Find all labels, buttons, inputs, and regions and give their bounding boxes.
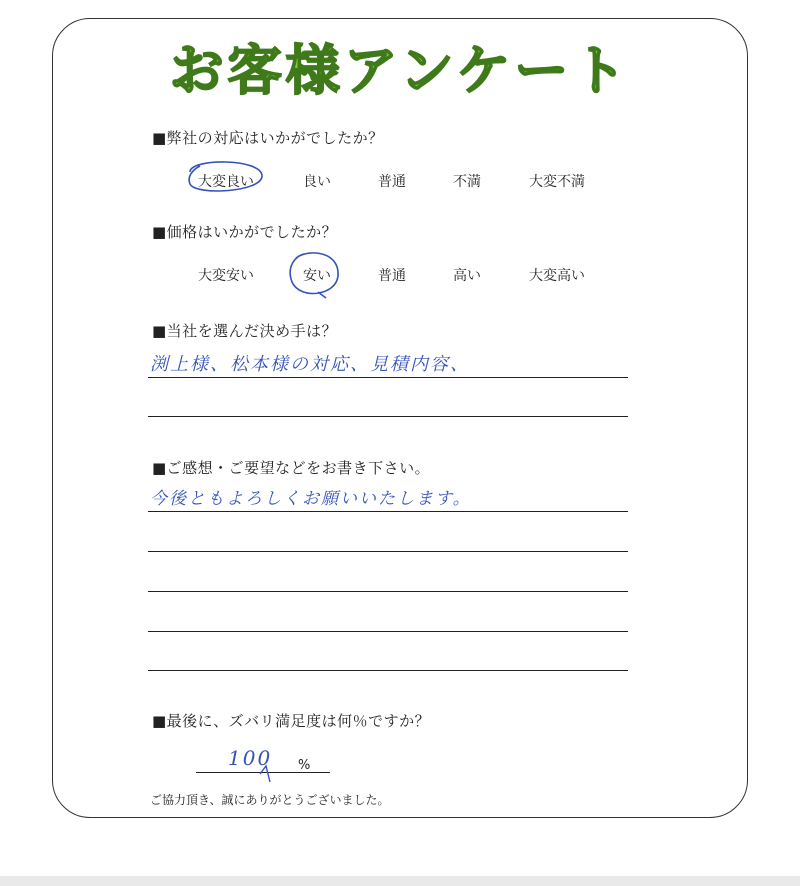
answer-line [148, 670, 628, 671]
question-satisfaction: ■最後に、ズバリ満足度は何％ですか？ [152, 712, 431, 730]
question-price: ■価格はいかがでしたか？ [152, 223, 338, 241]
service-option-dissatisfied[interactable]: 不満 [453, 174, 481, 190]
percent-sign: % [298, 758, 311, 773]
feedback-answer: 今後ともよろしくお願いいたします。 [150, 489, 472, 509]
deciding-factor-answer: 渕上様、松本様の対応、見積内容、 [150, 354, 470, 375]
answer-line [148, 591, 628, 592]
answer-line [148, 377, 628, 378]
service-option-good[interactable]: 良い [303, 174, 331, 190]
service-option-normal[interactable]: 普通 [378, 174, 406, 190]
price-option-expensive[interactable]: 高い [453, 268, 481, 284]
question-deciding-factor: ■当社を選んだ決め手は？ [152, 322, 338, 340]
price-option-normal[interactable]: 普通 [378, 268, 406, 284]
scan-edge [0, 876, 800, 886]
service-option-very-dissatisfied[interactable]: 大変不満 [529, 174, 585, 190]
service-options [0, 171, 800, 195]
survey-title: お客様アンケート [169, 39, 631, 102]
service-option-very-good[interactable]: 大変良い [198, 174, 254, 190]
thanks-message: ご協力頂き、誠にありがとうございました。 [150, 793, 390, 807]
price-option-cheap[interactable]: 安い [303, 268, 331, 284]
question-service: ■弊社の対応はいかがでしたか？ [152, 129, 384, 147]
price-option-very-cheap[interactable]: 大変安い [198, 268, 254, 284]
question-feedback: ■ご感想・ご要望などをお書き下さい。 [152, 459, 431, 477]
price-options [0, 265, 800, 289]
answer-line [148, 631, 628, 632]
answer-line [148, 551, 628, 552]
price-option-very-expensive[interactable]: 大変高い [529, 268, 585, 284]
answer-line [148, 511, 628, 512]
satisfaction-answer: 100 [228, 746, 273, 770]
answer-line [148, 416, 628, 417]
